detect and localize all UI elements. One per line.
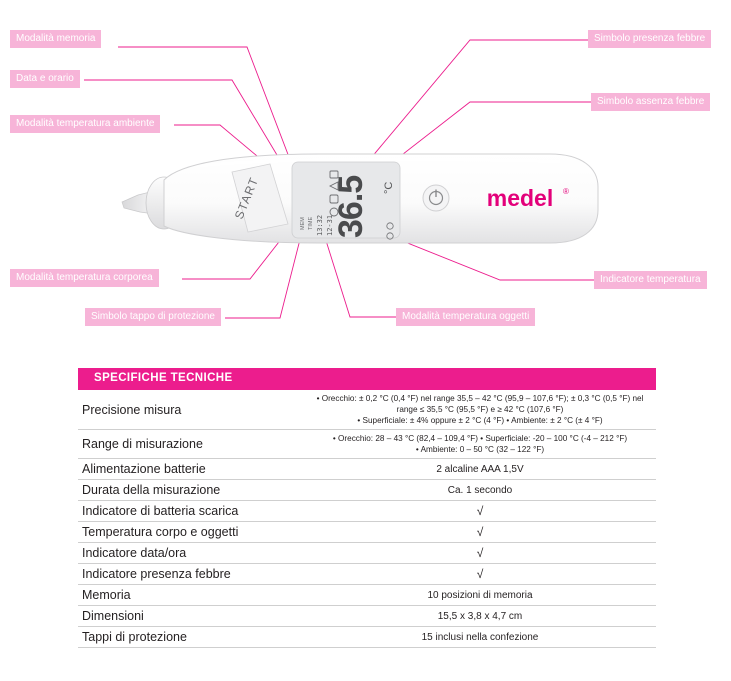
spec-value: 2 alcaline AAA 1,5V — [304, 459, 656, 480]
spec-label: Tappi di protezione — [78, 627, 304, 648]
spec-value: √ — [304, 522, 656, 543]
svg-text:TIME: TIME — [308, 216, 314, 230]
svg-text:12-31: 12-31 — [326, 214, 334, 236]
svg-text:MEM: MEM — [300, 217, 306, 230]
callout-object-temp-mode: Modalità temperatura oggetti — [396, 308, 535, 326]
table-row — [78, 543, 656, 564]
spec-label: Precisione misura — [78, 390, 304, 430]
spec-label: Memoria — [78, 585, 304, 606]
svg-text:°C: °C — [383, 181, 395, 194]
table-row — [78, 606, 656, 627]
spec-value: √ — [304, 564, 656, 585]
callout-fever-present: Simbolo presenza febbre — [588, 30, 711, 48]
spec-value: • Orecchio: 28 – 43 °C (82,4 – 109,4 °F) • Superficiale: -20 – 100 °C (-4 – 212 °F) • Ambiente: 0 – 50 °C (32 – 122 °F) — [304, 430, 656, 459]
svg-text:®: ® — [563, 187, 569, 196]
spec-value: 15 inclusi nella confezione — [304, 627, 656, 648]
thermometer-illustration — [120, 140, 600, 255]
table-row — [78, 390, 656, 430]
table-row — [78, 627, 656, 648]
callout-memory-mode: Modalità memoria — [10, 30, 101, 48]
svg-text:START: START — [231, 174, 262, 222]
spec-value: • Orecchio: ± 0,2 °C (0,4 °F) nel range 35,5 – 42 °C (95,9 – 107,6 °F); ± 0,3 °C (0,5 °F) nel range ≤ 35,5 °C (95,5 °F) e ≥ 42 °C (107,6 °F) • Superficiale: ± 4% oppure ± 2 °C (4 °F) • Ambiente: ± 2 °C (± 4 °F) — [304, 390, 656, 430]
callout-protection-cap: Simbolo tappo di protezione — [85, 308, 221, 326]
table-row — [78, 522, 656, 543]
spec-value: Ca. 1 secondo — [304, 480, 656, 501]
spec-value: √ — [304, 501, 656, 522]
callout-fever-absent: Simbolo assenza febbre — [591, 93, 710, 111]
spec-table-title: SPECIFICHE TECNICHE — [78, 368, 656, 390]
spec-label: Range di misurazione — [78, 430, 304, 459]
callout-body-temp-mode: Modalità temperatura corporea — [10, 269, 159, 287]
table-row — [78, 585, 656, 606]
spec-value: √ — [304, 543, 656, 564]
spec-value: 10 posizioni di memoria — [304, 585, 656, 606]
spec-label: Indicatore di batteria scarica — [78, 501, 304, 522]
svg-text:medel: medel — [486, 185, 554, 211]
spec-label: Dimensioni — [78, 606, 304, 627]
callout-date-time: Data e orario — [10, 70, 80, 88]
spec-label: Durata della misurazione — [78, 480, 304, 501]
spec-table — [78, 390, 656, 648]
table-row — [78, 430, 656, 459]
table-row — [78, 459, 656, 480]
svg-text:36.5: 36.5 — [332, 175, 370, 238]
spec-label: Alimentazione batterie — [78, 459, 304, 480]
table-row — [78, 501, 656, 522]
table-row — [78, 564, 656, 585]
spec-value: 15,5 x 3,8 x 4,7 cm — [304, 606, 656, 627]
spec-label: Indicatore presenza febbre — [78, 564, 304, 585]
table-row — [78, 480, 656, 501]
power-button[interactable] — [423, 185, 449, 211]
svg-text:13:32: 13:32 — [316, 214, 324, 236]
lcd-display — [292, 162, 400, 239]
spec-label: Indicatore data/ora — [78, 543, 304, 564]
callout-ambient-temp-mode: Modalità temperatura ambiente — [10, 115, 160, 133]
callout-temp-indicator: Indicatore temperatura — [594, 271, 707, 289]
spec-label: Temperatura corpo e oggetti — [78, 522, 304, 543]
technical-specifications — [78, 368, 656, 648]
